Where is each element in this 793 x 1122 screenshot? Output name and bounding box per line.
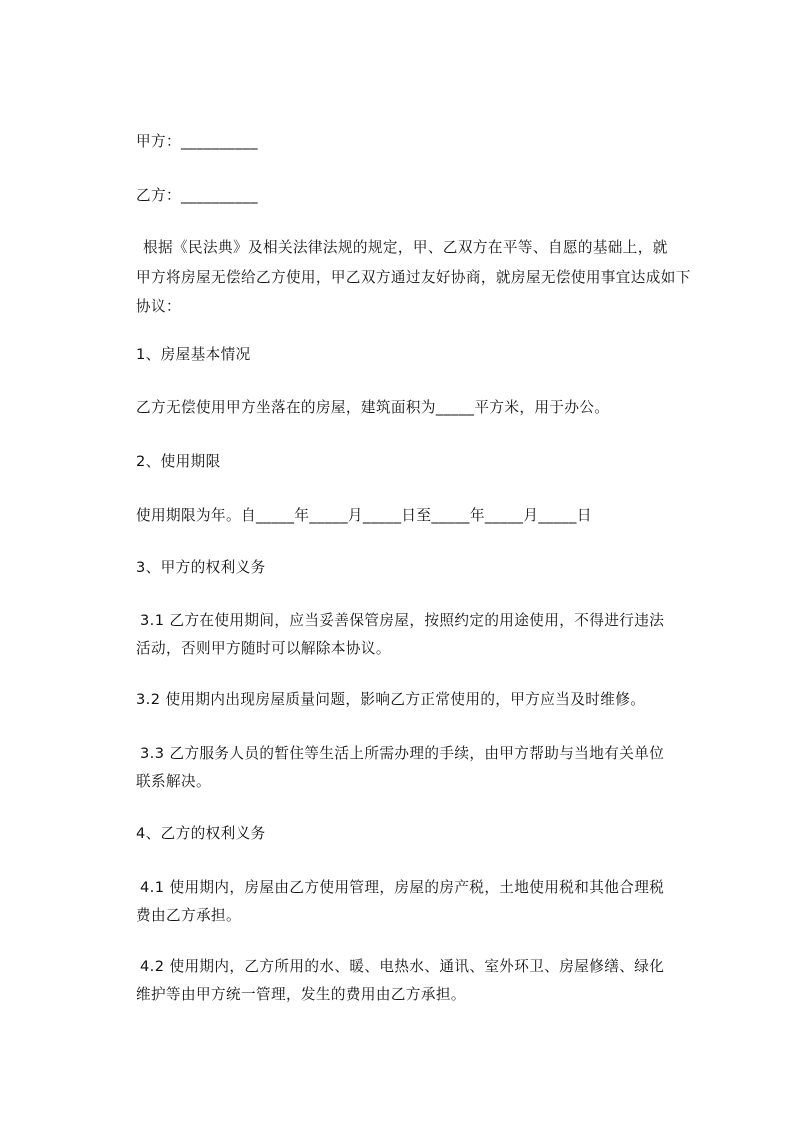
- clause-4-1-line-2: 费由乙方承担。: [136, 907, 241, 924]
- section-2-body: 使用期限为年。自_____年_____月_____日至_____年_____月_____日: [136, 507, 592, 524]
- clause-3-1-line-1: 3.1 乙方在使用期间，应当妥善保管房屋，按照约定的用途使用，不得进行违法: [140, 612, 665, 629]
- section-1-title: 1、房屋基本情况: [136, 346, 251, 363]
- clause-3-3-line-2: 联系解决。: [136, 773, 211, 790]
- clause-4-1-line-1: 4.1 使用期内，房屋由乙方使用管理，房屋的房产税，土地使用税和其他合理税: [140, 879, 665, 896]
- intro-line-2: 甲方将房屋无偿给乙方使用，甲乙双方通过友好协商，就房屋无偿使用事宜达成如下: [136, 269, 691, 286]
- section-3-title: 3、甲方的权利义务: [136, 559, 266, 576]
- clause-3-3-line-1: 3.3 乙方服务人员的暂住等生活上所需办理的手续，由甲方帮助与当地有关单位: [140, 745, 665, 762]
- intro-line-3: 协议：: [136, 298, 181, 315]
- party-b-line: 乙方：__________: [136, 187, 258, 204]
- clause-3-1-line-2: 活动，否则甲方随时可以解除本协议。: [136, 640, 391, 657]
- section-1-body: 乙方无偿使用甲方坐落在的房屋，建筑面积为_____平方米，用于办公。: [136, 399, 610, 416]
- section-2-title: 2、使用期限: [136, 453, 221, 470]
- clause-4-2-line-1: 4.2 使用期内，乙方所用的水、暖、电热水、通讯、室外环卫、房屋修缮、绿化: [140, 958, 665, 975]
- clause-3-2: 3.2 使用期内出现房屋质量问题，影响乙方正常使用的，甲方应当及时维修。: [136, 691, 646, 708]
- intro-line-1: 根据《民法典》及相关法律法规的规定，甲、乙双方在平等、自愿的基础上，就: [143, 239, 668, 256]
- clause-4-2-line-2: 维护等由甲方统一管理，发生的费用由乙方承担。: [136, 986, 466, 1003]
- party-a-line: 甲方：__________: [136, 133, 258, 150]
- section-4-title: 4、乙方的权利义务: [136, 825, 266, 842]
